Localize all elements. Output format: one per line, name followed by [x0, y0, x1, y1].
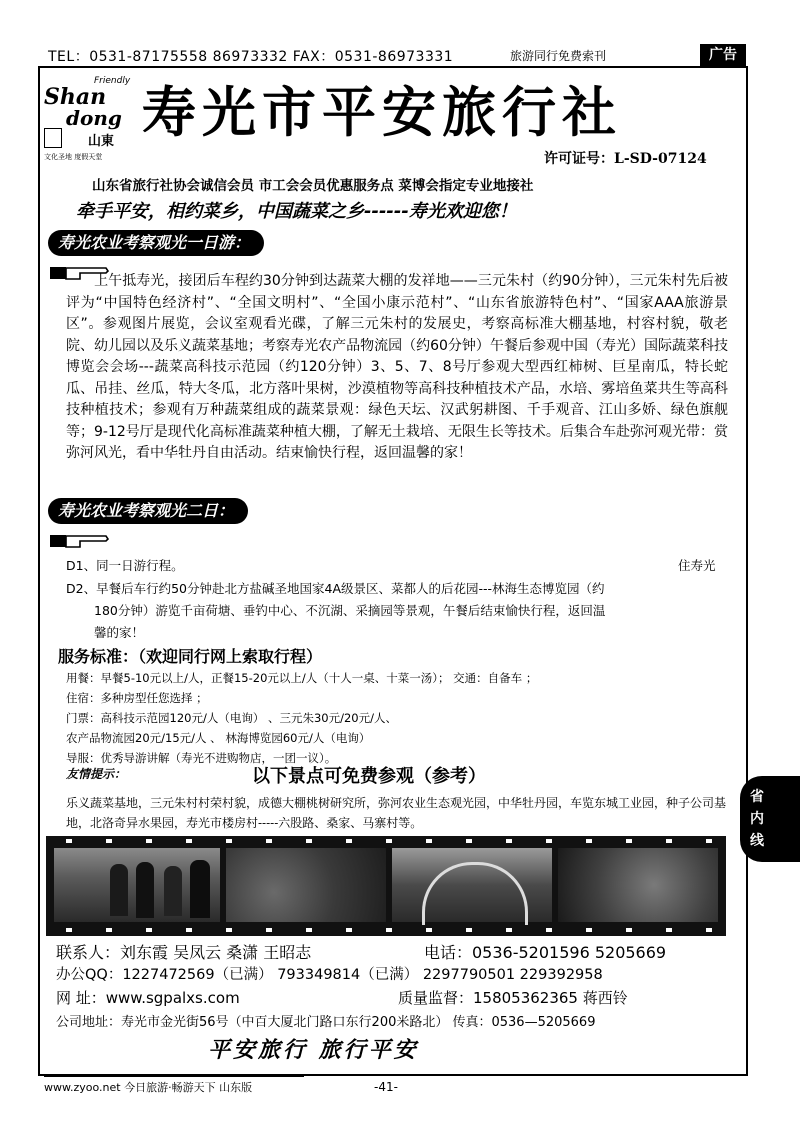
- free-index-note: 旅游同行免费索刊: [510, 49, 607, 63]
- photo-film-strip: [46, 836, 726, 936]
- tour2-d2-line3: 馨的家！: [94, 625, 145, 640]
- contact-address: 公司地址：寿光市金光街56号（中百大厦北门路口东行200米路北） 传真：0536—5205669: [56, 1015, 596, 1030]
- top-contact-bar: [48, 44, 740, 67]
- tour2-d1-stay: 住寿光: [678, 558, 716, 573]
- service-title: 服务标准：（欢迎同行网上索取行程）: [58, 647, 323, 666]
- license-number: 许可证号：L-SD-07124: [544, 151, 707, 167]
- free-sites-list: 乐义蔬菜基地，三元朱村村荣村貌，成德大棚桃树研究所，弥河农业生态观光园，中华牡丹园，车览东城工业园，种子公司基地，北洛奇异水果园，寿光市楼房村-----六股路、桑家、马寨村等。: [66, 796, 727, 830]
- tour2-banner: 寿光农业考察观光二日：: [48, 498, 248, 524]
- contact-qq: 办公QQ：1227472569（已满） 793349814（已满） 2297790501 229392958: [56, 967, 603, 983]
- tour2-d2-line2: 180分钟）游览千亩荷塘、垂钓中心、不沉湖、采摘园等景观，午餐后结束愉快行程，返回温: [94, 603, 606, 618]
- slogan: 牵手平安，相约菜乡，中国蔬菜之乡------寿光欢迎您！: [76, 201, 517, 222]
- service-meals: 用餐：早餐5-10元以上/人，正餐15-20元以上/人（十人一桌、十菜一汤）； 交通：自备车 ；: [66, 671, 538, 685]
- service-tickets-2: 农产品物流园20元/15元/人 、 林海博览园60元/人（电询）: [66, 731, 371, 745]
- service-guide: 导服：优秀导游讲解（寿光不进购物店，一团一议）。: [66, 751, 337, 765]
- logo-friendly: Friendly: [94, 76, 131, 86]
- photo-vegetable-field: [226, 848, 386, 922]
- side-tab-char-1: 省: [750, 789, 764, 805]
- contact-website[interactable]: 网 址：www.sgpalxs.com: [56, 989, 240, 1007]
- logo-tagline: 文化圣地 度假天堂: [44, 153, 103, 161]
- contact-phone: 电话：0536-5201596 5205669: [424, 943, 667, 962]
- motto: 平安旅行 旅行平安: [208, 1038, 419, 1063]
- footer-site[interactable]: www.zyoo.net 今日旅游·畅游天下 山东版: [44, 1081, 253, 1094]
- shandong-logo: [44, 76, 134, 166]
- logo-shan: Shan: [44, 84, 107, 110]
- free-sites-hint: 友情提示：: [66, 767, 127, 781]
- service-lodging: 住宿：多种房型任您选择 ；: [66, 691, 208, 705]
- tour1-itinerary: [66, 271, 728, 465]
- photo-greenhouse-arch: [392, 848, 552, 922]
- contact-supervision: 质量监督：15805362365 蒋西铃: [398, 989, 628, 1007]
- province-line-tab: [740, 776, 800, 862]
- tour2-d2-line1: D2、早餐后车行约50分钟赴北方盐碱圣地国家4A级景区、菜都人的后花园---林海生态博览园（约: [66, 581, 605, 596]
- free-sites-title: 以下景点可免费参观（参考）: [252, 766, 486, 787]
- contact-people: 联系人：刘东霞 吴凤云 桑潇 王昭志: [56, 943, 312, 962]
- ad-badge: 广告: [700, 44, 746, 66]
- service-tickets-1: 门票：高科技示范园120元/人（电询） 、三元朱30元/20元/人、: [66, 711, 397, 725]
- tour2-d1: D1、同一日游行程。: [66, 558, 184, 573]
- logo-chinese: 山東: [88, 134, 115, 149]
- seal-icon: [44, 128, 62, 148]
- photo-greenhouse-visit: [54, 848, 220, 922]
- tour1-banner: 寿光农业考察观光一日游：: [48, 230, 264, 256]
- footer-rule: [44, 1075, 304, 1077]
- side-tab-char-3: 线: [750, 833, 764, 849]
- memberships: 山东省旅行社协会诚信会员 市工会会员优惠服务点 菜博会指定专业地接社: [92, 178, 534, 194]
- logo-dong: dong: [66, 106, 122, 130]
- tour1-text: 上午抵寿光，接团后车程约30分钟到达蔬菜大棚的发祥地——三元朱村（约90分钟），三元朱村先后被评为“中国特色经济村”、“全国文明村”、“全国小康示范村”、“山东省旅游特色村”、“国家AAA旅游景区”。参观图片展览，会议室观看光碟，了解三元朱村的发展史，考察高标准大棚基地，村容村貌，敬老院、幼儿园以及乐义蔬菜基地；考察寿光农产品物流园（约60分钟）午餐后参观中国（寿光）国际蔬菜科技博览会会场---蔬菜高科技示范园（约120分钟）3、5、7、8号厅参观大型西红柿树、巨星南瓜，特长蛇瓜、吊挂、丝瓜，特大冬瓜，北方落叶果树，沙漠植物等高科技种植技术产品，水培、雾培鱼菜共生等高科技种植技术；参观有万种蔬菜组成的蔬菜景观：绿色天坛、汉武躬耕图、千手观音、江山多娇、绿色旗舰等；9-12号厅是现代化高标准蔬菜种植大棚，了解无土栽培、无限生长等技术。后集合车赴弥河观光带：赏弥河风光，看中华牡丹自由活动。结束愉快行程，返回温馨的家！: [66, 273, 728, 461]
- photo-gourd-vines: [558, 848, 718, 922]
- pointing-hand-icon: [50, 532, 110, 550]
- page-title: 寿光市平安旅行社: [142, 81, 622, 144]
- side-tab-char-2: 内: [750, 811, 764, 827]
- header-tel-fax: TEL：0531-87175558 86973332 FAX：0531-86973331: [48, 49, 454, 65]
- page-number: -41-: [374, 1080, 398, 1094]
